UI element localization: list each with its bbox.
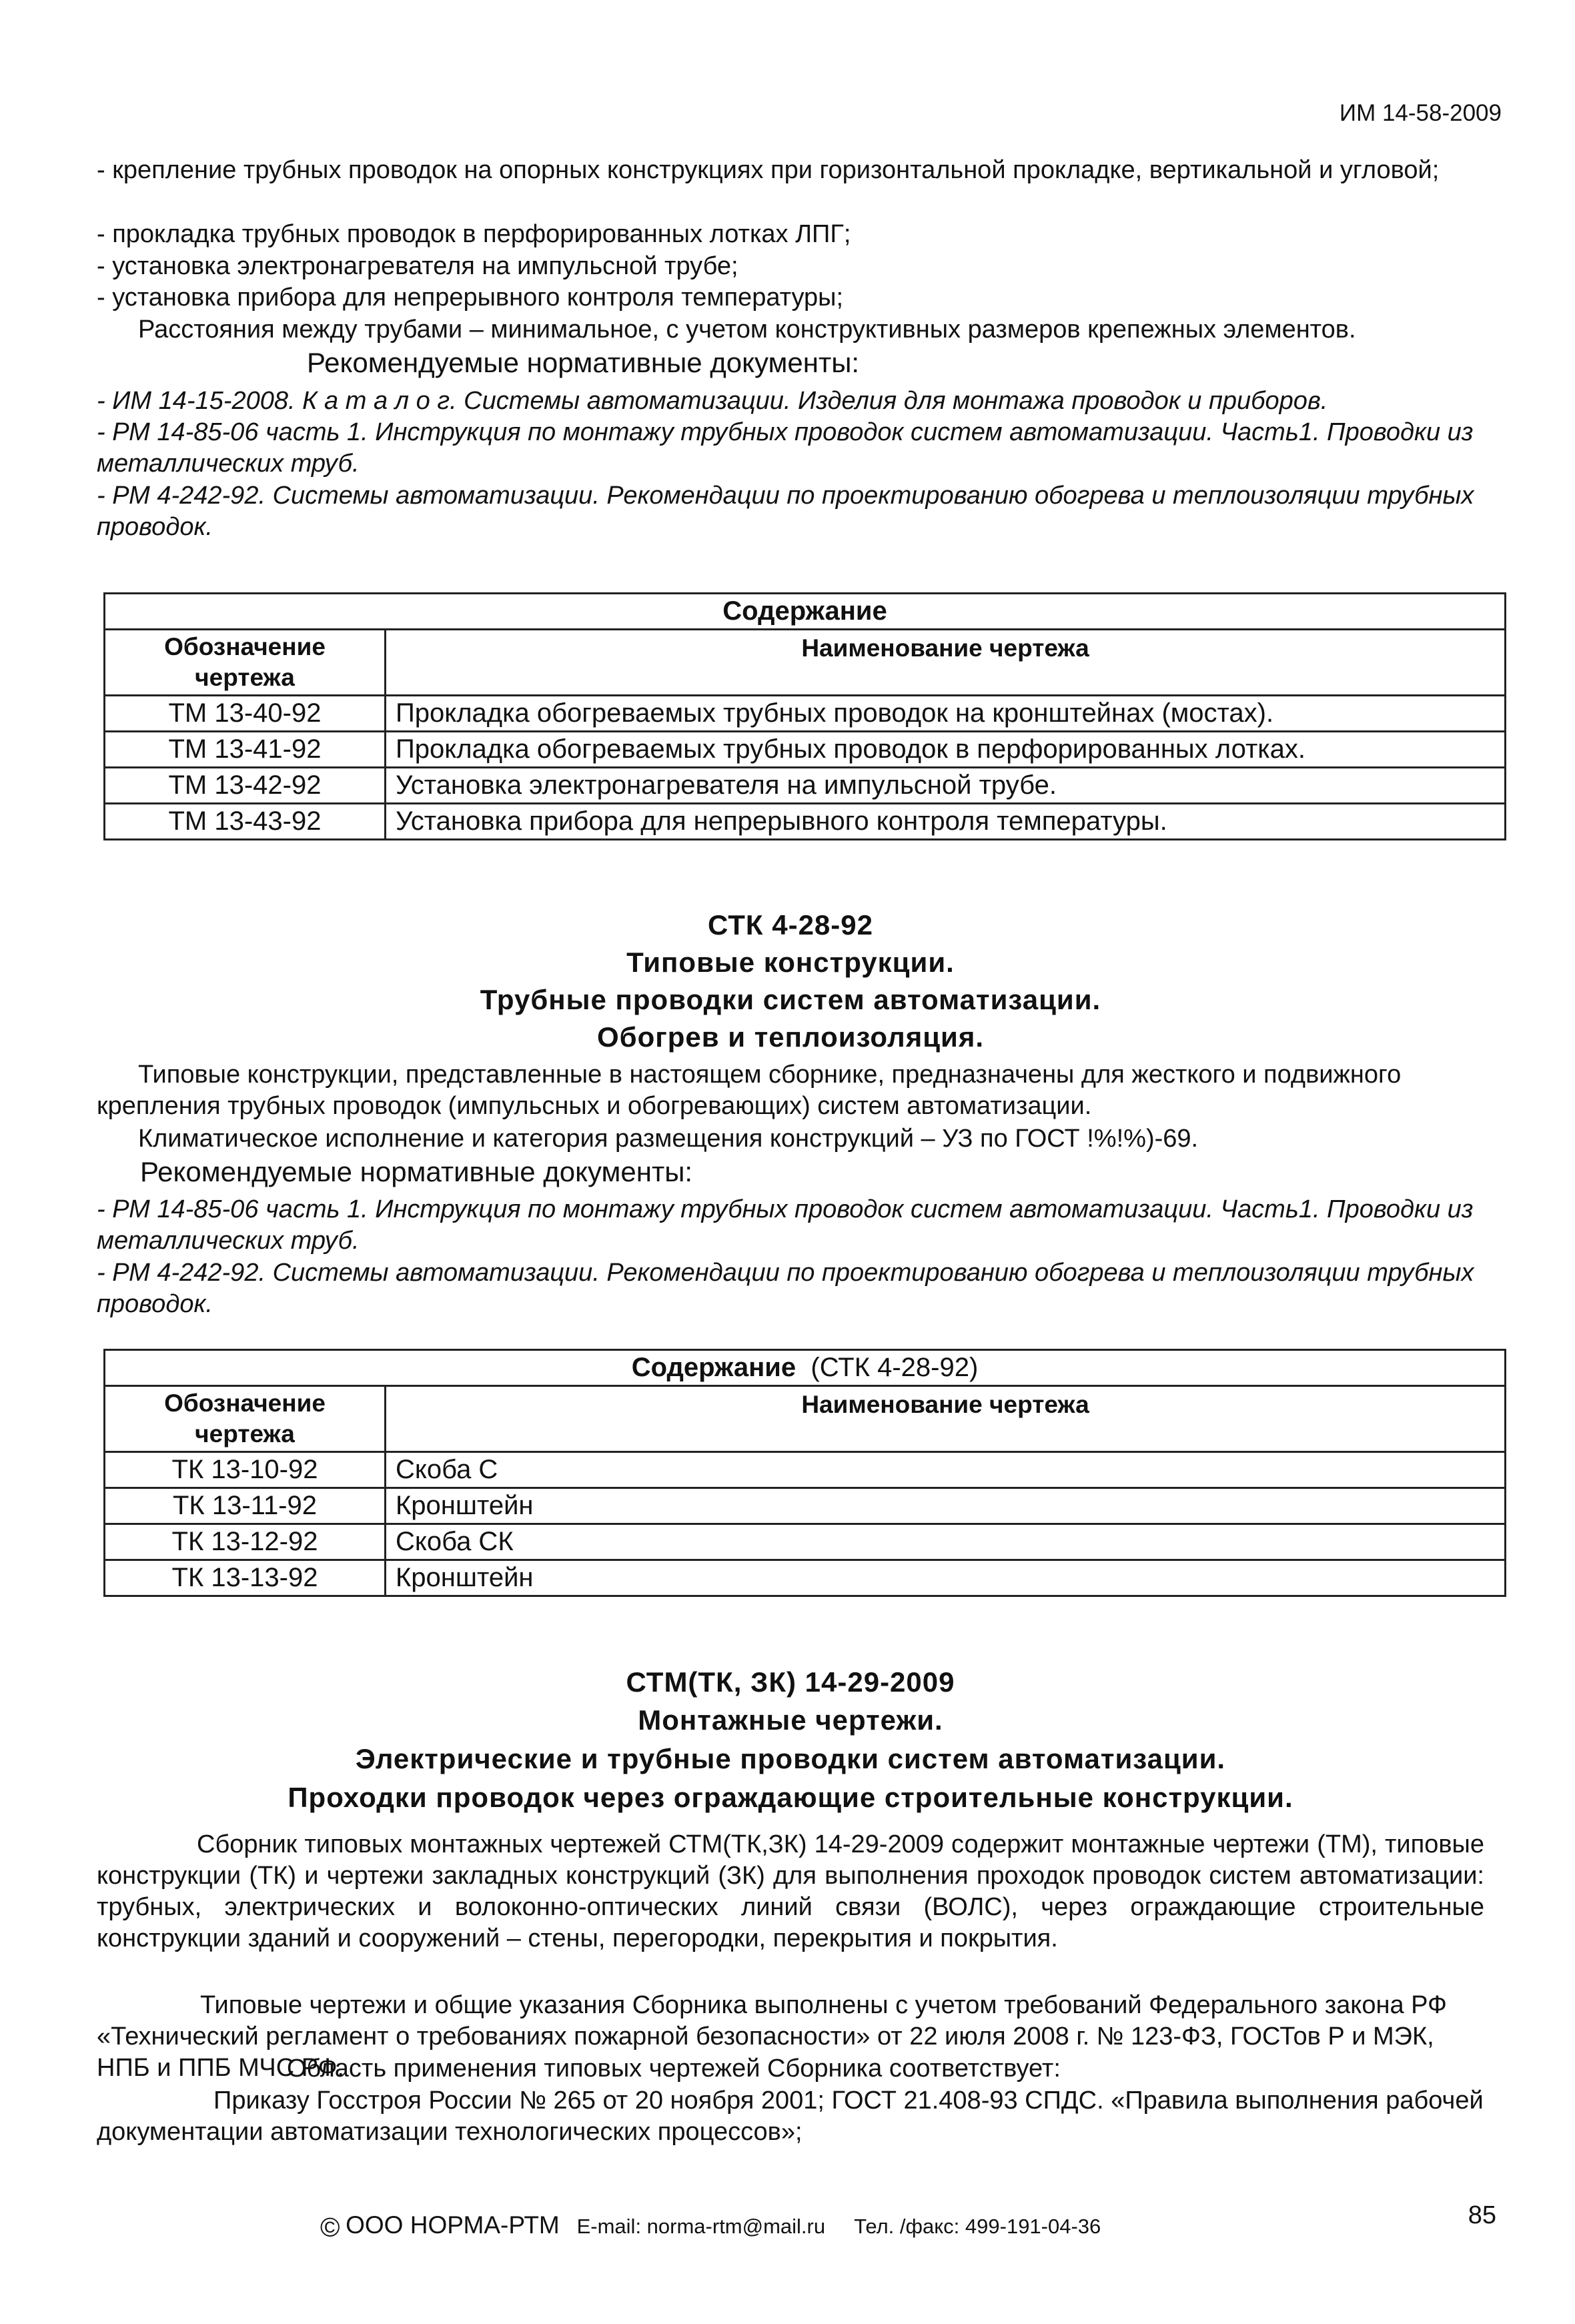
document-code: ИМ 14-58-2009 bbox=[1339, 100, 1502, 126]
paragraph: Типовые конструкции, представленные в настоящем сборнике, предназначены для жесткого и подвижного крепления трубных проводок (импульсных и обогревающих) систем автоматизации. bbox=[97, 1061, 1402, 1120]
footer-phone: Тел. /факс: 499-191-04-36 bbox=[854, 2215, 1101, 2238]
section-title: СТМ(ТК, ЗК) 14-29-2009 bbox=[626, 1666, 955, 1698]
section-title: Проходки проводок через ограждающие строительные конструкции. bbox=[288, 1782, 1293, 1813]
table-row: ТМ 13-41-92 Прокладка обогреваемых трубных проводок в перфорированных лотках. bbox=[105, 732, 1506, 768]
recommended-docs-title: Рекомендуемые нормативные документы: bbox=[307, 347, 860, 378]
recommended-docs-title: Рекомендуемые нормативные документы: bbox=[140, 1156, 693, 1187]
page-number: 85 bbox=[1468, 2201, 1496, 2229]
table-row: ТК 13-11-92 Кронштейн bbox=[105, 1488, 1506, 1524]
paragraph: Климатическое исполнение и категория размещения конструкций – УЗ по ГОСТ !%!%)-69. bbox=[138, 1125, 1199, 1153]
recommended-doc-item: - РМ 4-242-92. Системы автоматизации. Рекомендации по проектированию обогрева и теплоизоляции трубных проводок. bbox=[97, 1259, 1474, 1318]
table-row: ТК 13-12-92 Скоба СК bbox=[105, 1524, 1506, 1560]
column-header-name: Наименование чертежа bbox=[386, 630, 1506, 696]
distance-note: Расстояния между трубами – минимальное, с учетом конструктивных размеров крепежных элементов. bbox=[138, 316, 1356, 344]
recommended-doc-item: - ИМ 14-15-2008. К а т а л о г. Системы автоматизации. Изделия для монтажа проводок и приборов. bbox=[97, 387, 1328, 415]
contents-table-tk bbox=[103, 1349, 1506, 1597]
recommended-doc-item: - РМ 14-85-06 часть 1. Инструкция по монтажу трубных проводок систем автоматизации. Часть1. Проводки из металлических труб. bbox=[97, 1195, 1474, 1255]
paragraph: Приказу Госстроя России № 265 от 20 ноября 2001; ГОСТ 21.408-93 СПДС. «Правила выполнения рабочей документации автоматизации технологических процессов»; bbox=[97, 2087, 1484, 2146]
contents-table-tm bbox=[103, 592, 1506, 840]
section-title: СТК 4-28-92 bbox=[707, 909, 873, 941]
copyright-symbol: © bbox=[320, 2213, 340, 2243]
bullet-laying: - прокладка трубных проводок в перфорированных лотках ЛПГ; bbox=[97, 220, 851, 248]
paragraph: Типовые чертежи и общие указания Сборника выполнены с учетом требований Федерального закона РФ «Технический регламент о требованиях пожарной безопасности» от 22 июля 2008 г. № 123-ФЗ, ГОСТов Р и МЭК, НПБ и ППБ МЧС РФ. bbox=[97, 1991, 1447, 2082]
table-row: ТМ 13-42-92 Установка электронагревателя на импульсной трубе. bbox=[105, 768, 1506, 804]
paragraph: Сборник типовых монтажных чертежей СТМ(ТК,ЗК) 14-29-2009 содержит монтажные чертежи (ТМ), типовые конструкции (ТК) и чертежи закладных конструкций (ЗК) для выполнения проходок проводок систем автоматизации: трубных, электрических и волоконно-оптических линий связи (ВОЛС), через ограждающие строительные конструкции зданий и сооружений – стены, перегородки, перекрытия и покрытия. bbox=[97, 1830, 1484, 1952]
bullet-mounting: - крепление трубных проводок на опорных конструкциях при горизонтальной прокладке, вертикальной и угловой; bbox=[97, 156, 1440, 184]
column-header-code: Обозначение чертежа bbox=[105, 630, 386, 696]
section-title: Обогрев и теплоизоляция. bbox=[596, 1021, 985, 1053]
column-header-name: Наименование чертежа bbox=[386, 1386, 1506, 1452]
table-caption-suffix: (СТК 4-28-92) bbox=[811, 1353, 979, 1382]
bullet-device: - установка прибора для непрерывного контроля температуры; bbox=[97, 283, 844, 312]
table-row: ТМ 13-43-92 Установка прибора для непрерывного контроля температуры. bbox=[105, 804, 1506, 840]
column-header-code: Обозначение чертежа bbox=[105, 1386, 386, 1452]
table-row: ТМ 13-40-92 Прокладка обогреваемых трубных проводок на кронштейнах (мостах). bbox=[105, 696, 1506, 732]
footer bbox=[320, 2211, 1101, 2243]
recommended-doc-item: - РМ 4-242-92. Системы автоматизации. Рекомендации по проектированию обогрева и теплоизоляции трубных проводок. bbox=[97, 482, 1474, 541]
section-title: Монтажные чертежи. bbox=[638, 1704, 943, 1736]
table-row: ТК 13-13-92 Кронштейн bbox=[105, 1560, 1506, 1596]
table-caption: Содержание (СТК 4-28-92) bbox=[105, 1350, 1506, 1386]
table-caption: Содержание bbox=[105, 594, 1506, 630]
footer-email: E-mail: norma-rtm@mail.ru bbox=[576, 2215, 826, 2238]
recommended-doc-item: - РМ 14-85-06 часть 1. Инструкция по монтажу трубных проводок систем автоматизации. Часть1. Проводки из металлических труб. bbox=[97, 418, 1474, 478]
section-title: Электрические и трубные проводки систем автоматизации. bbox=[355, 1743, 1226, 1774]
section-title: Типовые конструкции. bbox=[626, 947, 955, 978]
table-row: ТК 13-10-92 Скоба С bbox=[105, 1452, 1506, 1488]
paragraph: Область применения типовых чертежей Сборника соответствует: bbox=[287, 2055, 1061, 2083]
section-title: Трубные проводки систем автоматизации. bbox=[480, 984, 1101, 1015]
company-name: ООО НОРМА-РТМ bbox=[346, 2211, 560, 2239]
bullet-heater: - установка электронагревателя на импульсной трубе; bbox=[97, 252, 738, 280]
